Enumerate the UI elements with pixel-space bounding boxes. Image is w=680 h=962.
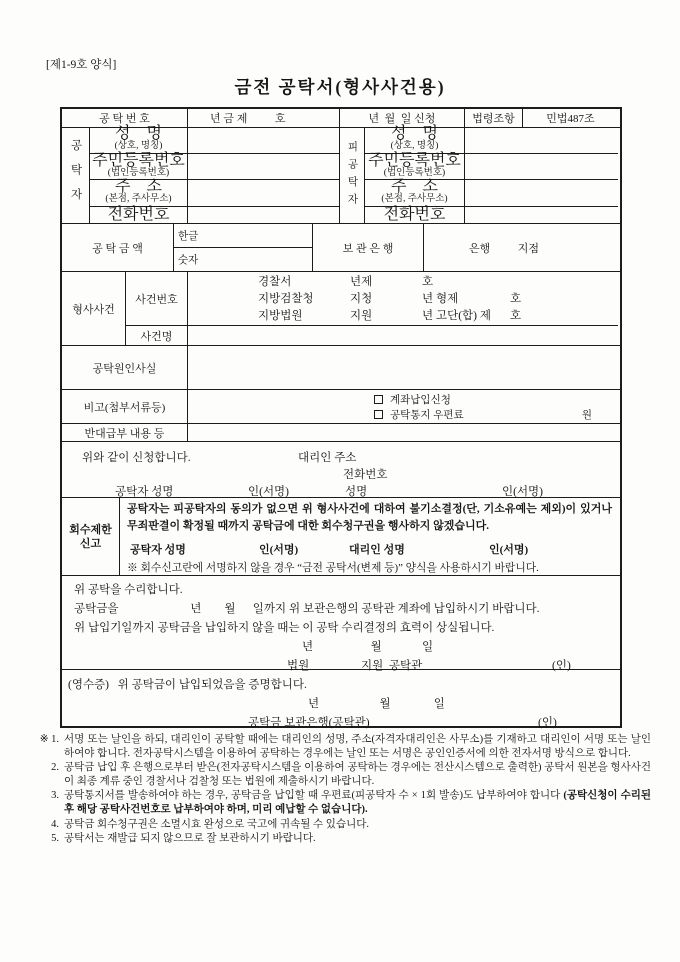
- footnote-text: 공탁서는 재발급 되지 않으므로 잘 보관하시기 바랍니다.: [64, 833, 316, 845]
- counterpart-field[interactable]: [188, 424, 618, 441]
- recovery-depositor-name-label: 공탁자 성명: [130, 544, 186, 556]
- case-number-field[interactable]: [188, 272, 618, 325]
- criminal-case-row: [62, 272, 620, 346]
- depositor-party-label: [62, 128, 90, 223]
- counterpart-row: [62, 424, 620, 442]
- receipt-section: [62, 670, 620, 729]
- depositor-name-label: [90, 125, 188, 153]
- recovery-label: [62, 498, 120, 575]
- label-line1: 주민등록번호: [92, 151, 185, 169]
- footnote-5: [33, 832, 651, 846]
- deposee-address-field[interactable]: [465, 180, 618, 206]
- account-payment-option: [188, 392, 618, 407]
- recovery-restriction-row: [62, 498, 620, 576]
- applicant-seal-label: 인(서명): [248, 486, 289, 498]
- deposee-regno-row: [365, 151, 618, 181]
- recovery-label-line1: 회수제한: [69, 523, 112, 536]
- label-line2: (본점, 주사무소): [105, 194, 172, 205]
- deposee-regno-label: [365, 151, 465, 180]
- case-branch: 년제: [350, 276, 373, 288]
- deposee-phone-field[interactable]: [465, 207, 618, 223]
- label-line2: (상호, 명칭): [114, 141, 163, 152]
- case-name-row: [126, 326, 618, 345]
- postage-option: [188, 407, 618, 422]
- case-name-field[interactable]: [188, 326, 618, 345]
- depositor-regno-label: [90, 151, 188, 180]
- deposee-regno-field[interactable]: [465, 154, 618, 180]
- depositor-regno-row: [90, 151, 340, 181]
- case-line-police: [188, 274, 618, 291]
- depositor-address-label: [90, 180, 188, 206]
- case-line-prosecutor: [188, 291, 618, 308]
- case-line-court: [188, 308, 618, 325]
- checkbox-icon[interactable]: [374, 410, 383, 419]
- case-no-format: 년 형제: [422, 293, 459, 305]
- footnote-marker: ※ 1.: [39, 734, 59, 745]
- footnote-marker: 4.: [51, 818, 59, 830]
- case-office: 지방법원: [258, 310, 303, 322]
- footnote-marker: 3.: [51, 790, 59, 802]
- bank-field[interactable]: 은행 지점: [469, 242, 540, 255]
- agent-phone-label: 전화번호: [343, 469, 388, 481]
- cause-label: 공탁원인사실: [62, 346, 188, 389]
- footnote-3: [33, 789, 651, 816]
- footnote-marker: 2.: [51, 762, 59, 774]
- cause-field[interactable]: [188, 346, 618, 389]
- case-branch: 지청: [350, 293, 373, 305]
- deposee-party-text: 피공탁자: [346, 140, 358, 211]
- depositor-address-field[interactable]: [188, 180, 340, 206]
- acceptance-date-field[interactable]: 년 월 일: [302, 641, 434, 653]
- case-no-suffix: 호: [510, 310, 522, 322]
- checkbox-icon[interactable]: [374, 395, 383, 404]
- case-no-format: 호: [422, 276, 434, 288]
- application-statement: 위와 같이 신청합니다.: [82, 452, 191, 464]
- footnote-text: 공탁통지서를 발송하여야 하는 경우, 공탁금을 납입할 때 우편료(피공탁자 수 × 1회 발송)도 납부하여야 합니다: [64, 790, 564, 802]
- recovery-statement: 공탁자는 피공탁자의 동의가 없으면 위 형사사건에 대하여 불기소결정(단, 기소유예는 제외)이 있거나 무죄판결이 확정될 때까지 공탁금에 대한 회수청구권을 행사하지 않겠습니다.: [127, 503, 612, 532]
- label-line1: 성 명: [115, 125, 162, 143]
- case-office: 지방검찰청: [258, 293, 314, 305]
- agent-address-label: 대리인 주소: [298, 452, 357, 464]
- footnote-2: [33, 761, 651, 788]
- footnote-4: [33, 818, 651, 832]
- amount-label: 공 탁 금 액: [62, 224, 174, 271]
- label-line1: 주민등록번호: [368, 151, 461, 169]
- page-title: 금전 공탁서(형사사건용): [234, 77, 446, 97]
- footnote-marker: 5.: [51, 833, 59, 845]
- recovery-label-line2: 신고: [79, 537, 102, 550]
- footnote-text: 공탁금 회수청구권은 소멸시효 완성으로 국고에 귀속될 수 있습니다.: [64, 818, 370, 830]
- label-line1: 성 명: [391, 125, 438, 143]
- deposee-address-label: [365, 180, 465, 206]
- recovery-agent-name-label: 대리인 성명: [349, 544, 405, 556]
- applicant-name-label: 공탁자 성명: [115, 486, 174, 498]
- label-line2: (상호, 명칭): [390, 141, 439, 152]
- recovery-agent-seal-label: 인(서명): [489, 544, 529, 556]
- deposee-name-field[interactable]: [465, 128, 618, 153]
- form-code: [제1-9호 양식]: [46, 59, 117, 71]
- recovery-note: ※ 회수신고란에 서명하지 않을 경우 “금전 공탁서(변제 등)” 양식을 사용하시기 바랍니다.: [127, 562, 539, 574]
- case-office: 경찰서: [258, 276, 292, 288]
- amount-number-field[interactable]: [174, 248, 312, 271]
- acceptance-line3: 위 납입기일까지 공탁금을 납입하지 않을 때는 이 공탁 수리결정의 효력이 상실됩니다.: [74, 622, 495, 634]
- postage-label: 공탁통지 우편료: [390, 410, 464, 421]
- postage-unit: 원: [581, 410, 592, 421]
- criminal-case-label: 형사사건: [62, 272, 126, 345]
- deposit-number-label: 공 탁 번 호: [62, 109, 188, 127]
- label-line1: 전화번호: [383, 206, 446, 224]
- case-name-label: 사건명: [126, 326, 188, 345]
- depositor-phone-label: [90, 207, 188, 223]
- depositor-regno-field[interactable]: [188, 154, 340, 180]
- footnote-1: [33, 733, 651, 760]
- label-line1: 주 소: [115, 178, 162, 196]
- statute-value: 민법487조: [546, 113, 595, 125]
- depositor-name-row: [90, 125, 340, 154]
- footnote-bold-text: (공탁신청이 수리된 후 해당 공탁사건번호로 납부하여야 하며, 미리 예납할 수 없습니다).: [64, 790, 652, 815]
- amount-hangul-field[interactable]: [174, 224, 312, 248]
- receipt-line1: (영수증) 위 공탁금이 납입되었음을 증명합니다.: [68, 679, 307, 691]
- case-no-format: 년 고단(합) 제: [422, 310, 491, 322]
- deposee-name-label: [365, 125, 465, 153]
- label-line2: (본점, 주사무소): [381, 194, 448, 205]
- remarks-row: [62, 390, 620, 424]
- application-date-field[interactable]: 년 월 일 신청: [340, 109, 465, 127]
- deposee-name-row: [365, 125, 618, 154]
- cause-row: [62, 346, 620, 390]
- agent-seal-label: 인(서명): [502, 486, 543, 498]
- acceptance-court-field[interactable]: 법원 지원 공탁관: [287, 660, 423, 672]
- depositor-phone-row: [90, 207, 340, 223]
- acceptance-seal-label: (인): [552, 660, 571, 672]
- amount-row: [62, 224, 620, 272]
- footnotes: [33, 733, 651, 847]
- case-number-row: [126, 272, 618, 326]
- deposee-phone-row: [365, 207, 618, 223]
- recovery-signature-line: [127, 535, 612, 556]
- label-line2: (법인등록번호): [107, 167, 170, 178]
- amount-hangul-label: 한글: [178, 231, 199, 242]
- depositor-party-text: 공탁자: [69, 138, 82, 213]
- counterpart-label: 반대급부 내용 등: [62, 424, 188, 441]
- receipt-bank-field[interactable]: 공탁금 보관은행(공탁관): [248, 717, 370, 729]
- depositor-name-field[interactable]: [188, 128, 340, 153]
- footnote-text: 서명 또는 날인을 하되, 대리인이 공탁할 때에는 대리인의 성명, 주소(자격자대리인은 사무소)를 기재하고 대리인이 서명 또는 날인하여야 합니다. 전자공탁시스템을 이용하여 공탁하는 경우에는 날인 또는 서명은 공인인증서에 의한 전자서명 방식으로 합니다.: [64, 734, 651, 759]
- case-number-label: 사건번호: [126, 272, 188, 325]
- deposee-phone-label: [365, 207, 465, 223]
- acceptance-section: [62, 576, 620, 670]
- amount-number-label: 숫자: [178, 255, 199, 266]
- account-payment-label: 계좌납입신청: [390, 395, 451, 406]
- label-line2: (법인등록번호): [383, 167, 446, 178]
- deposit-form-table: [60, 107, 622, 728]
- deposee-party-label: [340, 128, 365, 223]
- receipt-date-field[interactable]: 년 월 일: [308, 698, 445, 710]
- remarks-field[interactable]: [188, 390, 618, 423]
- recovery-depositor-seal-label: 인(서명): [259, 544, 299, 556]
- statute-label: 법령조항: [465, 109, 523, 127]
- parties-row: [62, 125, 620, 224]
- case-no-suffix: 호: [510, 293, 522, 305]
- footnote-text: 공탁금 납입 후 은행으로부터 받은(전자공탁시스템을 이용하여 공탁하는 경우에는 전산시스템으로 출력한) 공탁서 원본을 형사사건이 최종 계류 중인 경찰서나 검찰청 또는 법원에 제출하시기 바랍니다.: [64, 762, 651, 787]
- agent-name-label: 성명: [345, 486, 368, 498]
- case-branch: 지원: [350, 310, 373, 322]
- label-line1: 주 소: [391, 178, 438, 196]
- acceptance-line1: 위 공탁을 수리합니다.: [74, 584, 183, 596]
- depositor-phone-field[interactable]: [188, 207, 340, 223]
- application-section: [62, 442, 620, 498]
- deposit-number-field[interactable]: 년 금 제 호: [188, 109, 340, 127]
- remarks-label: 비고(첨부서류등): [62, 390, 188, 423]
- receipt-seal-label: (인): [538, 717, 557, 729]
- depositor-address-row: [90, 180, 340, 207]
- acceptance-line2: 공탁금을 년 월 일까지 위 보관은행의 공탁관 계좌에 납입하시기 바랍니다.: [74, 603, 540, 615]
- label-line1: 전화번호: [107, 206, 170, 224]
- bank-label: 보 관 은 행: [313, 224, 424, 271]
- deposee-address-row: [365, 180, 618, 207]
